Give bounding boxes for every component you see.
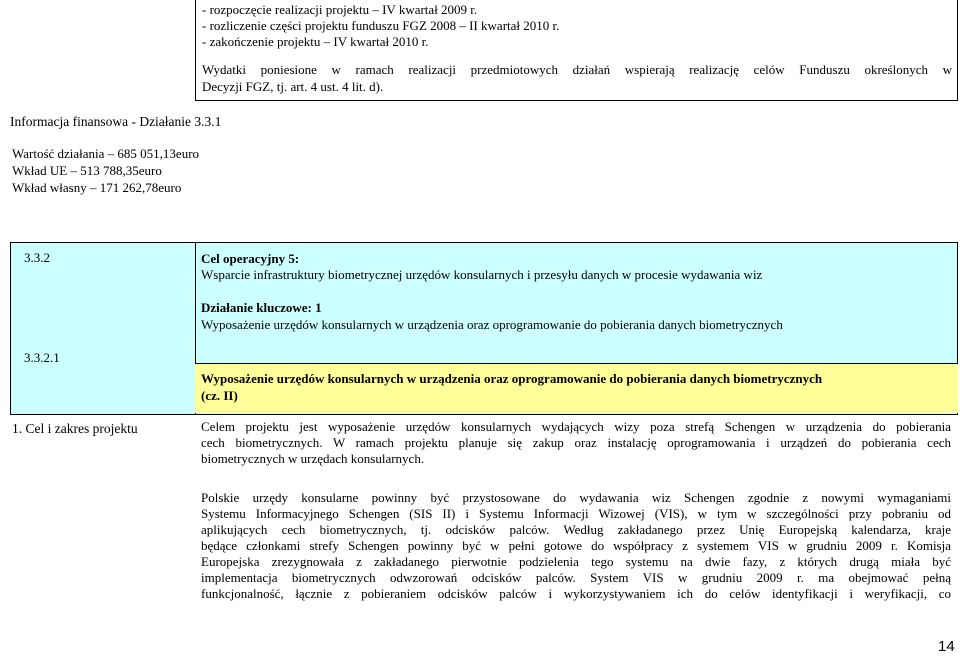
expenses-line: Wydatki poniesione w ramach realizacji przedmiotowych działań wspierają realizację celów Funduszu określonych w <box>202 62 952 77</box>
paragraph-line: biometrycznych w urzędach konsularnych. <box>201 451 425 466</box>
sub-action-title: Wyposażenie urzędów konsularnych w urządzenia oraz oprogramowanie do pobierania danych biometrycznych <box>201 371 823 386</box>
paragraph-line: będące członkami strefy Schengen powinny być w pełni gotowe do współpracy z systemem VIS w grudniu 2009 r. Komisja <box>201 538 951 553</box>
paragraph-line: cech biometrycznych. W ramach projektu planuje się zakup oraz instalację oprogramowania i urządzeń do pobierania cech <box>201 435 951 450</box>
scope-label: 1. Cel i zakres projektu <box>12 421 138 436</box>
financial-eu-line: Wkład UE – 513 788,35euro <box>12 163 162 178</box>
scope-paragraph <box>201 419 951 467</box>
paragraph-line: implementacja biometrycznych odwzorowań odcisków palców. System VIS w grudniu 2009 r. ma obejmować pełną <box>201 570 951 585</box>
financial-own-line: Wkład własny – 171 262,78euro <box>12 180 182 195</box>
paragraph-line: Systemu Informacyjnego Schengen (SIS II) i Systemu Informacji Wizowej (VIS), w tym w szczególności przy pobraniu od <box>201 506 951 521</box>
timeline-line: - zakończenie projektu – IV kwartał 2010 r. <box>202 34 429 49</box>
financial-value-line: Wartość działania – 685 051,13euro <box>12 146 200 161</box>
sub-action-title: (cz. II) <box>201 388 238 403</box>
section-number: 3.3.2 <box>24 250 50 265</box>
sub-section-number: 3.3.2.1 <box>24 350 60 365</box>
paragraph-line: Celem projektu jest wyposażenie urzędów konsularnych wydających wizy poza strefą Schengen w urządzenia do pobierania <box>201 419 951 434</box>
page-number: 14 <box>938 638 955 655</box>
project-timeline-box <box>195 0 958 101</box>
goal-heading: Cel operacyjny 5: <box>201 251 300 266</box>
financial-info-title: Informacja finansowa - Działanie 3.3.1 <box>10 114 222 129</box>
background-paragraph <box>201 490 951 602</box>
timeline-line: - rozliczenie części projektu funduszu FGZ 2008 – II kwartał 2010 r. <box>202 18 560 33</box>
paragraph-line: funkcjonalność, łącznie z pobieraniem odcisków palców i wykorzystywaniem ich do celów identyfikacji i weryfikacji, co <box>201 586 951 601</box>
paragraph-line: Polskie urzędy konsularne powinny być przystosowane do wydawania wiz Schengen zgodnie z nowymi wymaganiami <box>201 490 951 505</box>
action-text: Wyposażenie urzędów konsularnych w urządzenia oraz oprogramowanie do pobierania danych biometrycznych <box>201 317 783 332</box>
paragraph-line: Europejska zrezygnowała z zakładanego pierwotnie podzielenia tego systemu na dwie fazy, z których drugą miała być <box>201 554 951 569</box>
action-heading: Działanie kluczowe: 1 <box>201 300 322 315</box>
timeline-line: - rozpoczęcie realizacji projektu – IV kwartał 2009 r. <box>202 2 478 17</box>
goal-text: Wsparcie infrastruktury biometrycznej urzędów konsularnych i przesyłu danych w procesie wydawania wiz <box>201 267 763 282</box>
paragraph-line: aplikujących cech biometrycznych, tj. odcisków palców. Według zakładanego przez Unię Europejską kalendarza, kraje <box>201 522 951 537</box>
expenses-line: Decyzji FGZ, tj. art. 4 ust. 4 lit. d). <box>202 79 384 94</box>
